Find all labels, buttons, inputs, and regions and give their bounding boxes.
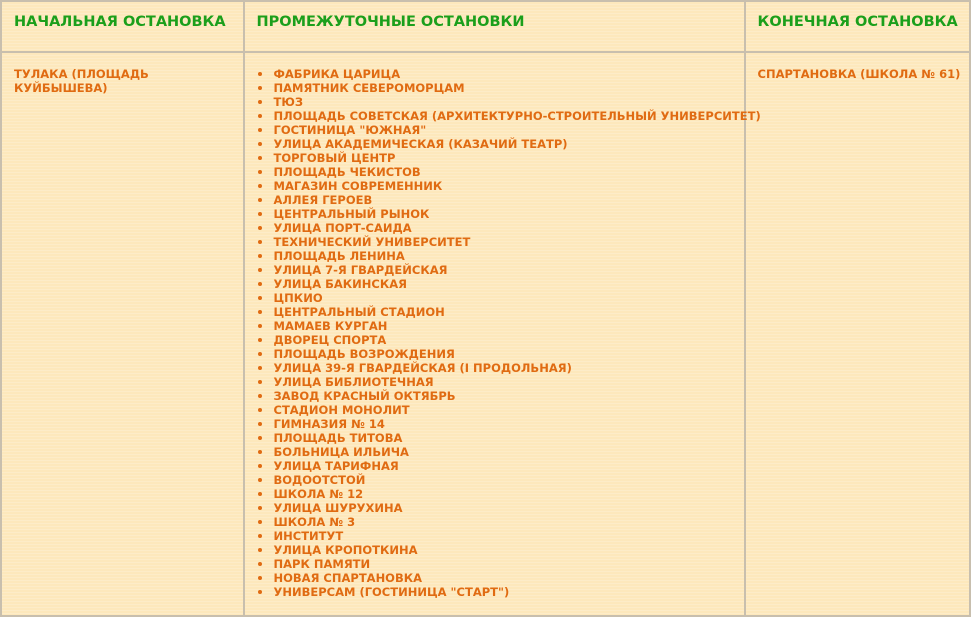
bullet-icon — [258, 338, 262, 342]
list-item — [257, 95, 744, 109]
list-item — [257, 473, 744, 487]
stop-name: ТОРГОВЫЙ ЦЕНТР — [273, 151, 396, 165]
list-item — [257, 361, 744, 375]
bullet-icon — [258, 310, 262, 314]
bullet-icon — [258, 86, 262, 90]
stop-name: УЛИЦА КРОПОТКИНА — [273, 543, 418, 557]
bullet-icon — [258, 198, 262, 202]
bullet-icon — [258, 156, 262, 160]
stop-name: ДВОРЕЦ СПОРТА — [273, 333, 387, 347]
end-stop-header: КОНЕЧНАЯ ОСТАНОВКА — [757, 13, 958, 30]
list-item — [257, 403, 744, 417]
stop-name: ШКОЛА № 12 — [273, 487, 364, 501]
stop-name: УНИВЕРСАМ (ГОСТИНИЦА "СТАРТ") — [273, 585, 510, 599]
list-item — [257, 557, 744, 571]
bullet-icon — [258, 114, 262, 118]
bullet-icon — [258, 422, 262, 426]
list-item — [257, 585, 744, 599]
bullet-icon — [258, 590, 262, 594]
stop-name: УЛИЦА ТАРИФНАЯ — [273, 459, 399, 473]
bullet-icon — [258, 506, 262, 510]
list-item — [257, 249, 744, 263]
list-item — [257, 333, 744, 347]
list-item — [257, 431, 744, 445]
stop-name: НОВАЯ СПАРТАНОВКА — [273, 571, 423, 585]
stop-name: УЛИЦА БАКИНСКАЯ — [273, 277, 408, 291]
stop-name: БОЛЬНИЦА ИЛЬИЧА — [273, 445, 409, 459]
bullet-icon — [258, 464, 262, 468]
list-item — [257, 221, 744, 235]
bullet-icon — [258, 142, 262, 146]
list-item — [257, 305, 744, 319]
list-item — [257, 347, 744, 361]
stop-name: ПАМЯТНИК СЕВЕРОМОРЦАМ — [273, 81, 465, 95]
bullet-icon — [258, 72, 262, 76]
list-item — [257, 165, 744, 179]
list-item — [257, 529, 744, 543]
table-body-row — [1, 52, 970, 616]
bullet-icon — [258, 184, 262, 188]
list-item — [257, 515, 744, 529]
list-item — [257, 123, 744, 137]
bullet-icon — [258, 576, 262, 580]
bullet-icon — [258, 296, 262, 300]
stop-name: УЛИЦА ПОРТ-САИДА — [273, 221, 412, 235]
stop-name: ЦЕНТРАЛЬНЫЙ РЫНОК — [273, 207, 430, 221]
bullet-icon — [258, 100, 262, 104]
stop-name: ШКОЛА № 3 — [273, 515, 356, 529]
list-item — [257, 235, 744, 249]
stop-name: УЛИЦА ШУРУХИНА — [273, 501, 403, 515]
bullet-icon — [258, 282, 262, 286]
list-item — [257, 417, 744, 431]
stop-name: ЦЕНТРАЛЬНЫЙ СТАДИОН — [273, 305, 445, 319]
intermediate-stops-list — [245, 53, 761, 599]
bullet-icon — [258, 520, 262, 524]
stop-name: МАМАЕВ КУРГАН — [273, 319, 388, 333]
stop-name: ФАБРИКА ЦАРИЦА — [273, 67, 401, 81]
stop-name: ПАРК ПАМЯТИ — [273, 557, 371, 571]
list-item — [257, 291, 744, 305]
list-item — [257, 389, 744, 403]
list-item — [257, 445, 744, 459]
list-item — [257, 459, 744, 473]
stop-name: ПЛОЩАДЬ ТИТОВА — [273, 431, 403, 445]
bullet-icon — [258, 366, 262, 370]
stop-name: УЛИЦА АКАДЕМИЧЕСКАЯ (КАЗАЧИЙ ТЕАТР) — [273, 137, 568, 151]
stop-name: АЛЛЕЯ ГЕРОЕВ — [273, 193, 373, 207]
stop-name: УЛИЦА БИБЛИОТЕЧНАЯ — [273, 375, 434, 389]
bullet-icon — [258, 492, 262, 496]
bullet-icon — [258, 226, 262, 230]
list-item — [257, 375, 744, 389]
start-stop-header: НАЧАЛЬНАЯ ОСТАНОВКА — [14, 13, 226, 30]
stop-name: ТЮЗ — [273, 95, 304, 109]
bullet-icon — [258, 450, 262, 454]
stop-name: СТАДИОН МОНОЛИТ — [273, 403, 410, 417]
bullet-icon — [258, 212, 262, 216]
start-stop-header-cell — [1, 1, 244, 52]
bullet-icon — [258, 254, 262, 258]
list-item — [257, 193, 744, 207]
stop-name: МАГАЗИН СОВРЕМЕННИК — [273, 179, 443, 193]
bullet-icon — [258, 170, 262, 174]
stop-name: ГОСТИНИЦА "ЮЖНАЯ" — [273, 123, 427, 137]
bullet-icon — [258, 562, 262, 566]
intermediate-stops-header-cell — [244, 1, 745, 52]
stop-name: ПЛОЩАДЬ ЛЕНИНА — [273, 249, 405, 263]
intermediate-stops-cell — [244, 52, 761, 616]
stop-name: ГИМНАЗИЯ № 14 — [273, 417, 385, 431]
end-stop-name: СПАРТАНОВКА (ШКОЛА № 61) — [757, 67, 961, 81]
stop-name: ПЛОЩАДЬ ВОЗРОЖДЕНИЯ — [273, 347, 455, 361]
list-item — [257, 277, 744, 291]
intermediate-stops-header: ПРОМЕЖУТОЧНЫЕ ОСТАНОВКИ — [256, 13, 525, 30]
list-item — [257, 81, 744, 95]
stop-name: ПЛОЩАДЬ ЧЕКИСТОВ — [273, 165, 421, 179]
bullet-icon — [258, 534, 262, 538]
stop-name: ВОДООТСТОЙ — [273, 473, 366, 487]
bullet-icon — [258, 408, 262, 412]
list-item — [257, 571, 744, 585]
stop-name: ПЛОЩАДЬ СОВЕТСКАЯ (АРХИТЕКТУРНО-СТРОИТЕЛЬНЫЙ УНИВЕРСИТЕТ) — [273, 109, 761, 123]
list-item — [257, 207, 744, 221]
end-stop-cell — [745, 52, 970, 616]
bullet-icon — [258, 268, 262, 272]
bullet-icon — [258, 478, 262, 482]
stop-name: ЗАВОД КРАСНЫЙ ОКТЯБРЬ — [273, 389, 456, 403]
list-item — [257, 137, 744, 151]
stop-name: УЛИЦА 39-Я ГВАРДЕЙСКАЯ (I ПРОДОЛЬНАЯ) — [273, 361, 572, 375]
list-item — [257, 319, 744, 333]
bullet-icon — [258, 394, 262, 398]
bullet-icon — [258, 436, 262, 440]
start-stop-cell — [1, 52, 244, 616]
list-item — [257, 487, 744, 501]
bullet-icon — [258, 240, 262, 244]
list-item — [257, 543, 744, 557]
stop-name: ТЕХНИЧЕСКИЙ УНИВЕРСИТЕТ — [273, 235, 471, 249]
list-item — [257, 151, 744, 165]
stop-name: УЛИЦА 7-Я ГВАРДЕЙСКАЯ — [273, 263, 448, 277]
bullet-icon — [258, 352, 262, 356]
stop-name: ИНСТИТУТ — [273, 529, 344, 543]
list-item — [257, 179, 744, 193]
table-header-row — [1, 1, 970, 52]
stop-name: ЦПКИО — [273, 291, 323, 305]
list-item — [257, 501, 744, 515]
list-item — [257, 67, 744, 81]
list-item — [257, 263, 744, 277]
bullet-icon — [258, 128, 262, 132]
end-stop-header-cell — [745, 1, 970, 52]
start-stop-name: ТУЛАКА (ПЛОЩАДЬ КУЙБЫШЕВА) — [14, 67, 149, 95]
list-item — [257, 109, 761, 123]
bullet-icon — [258, 380, 262, 384]
bullet-icon — [258, 548, 262, 552]
bullet-icon — [258, 324, 262, 328]
